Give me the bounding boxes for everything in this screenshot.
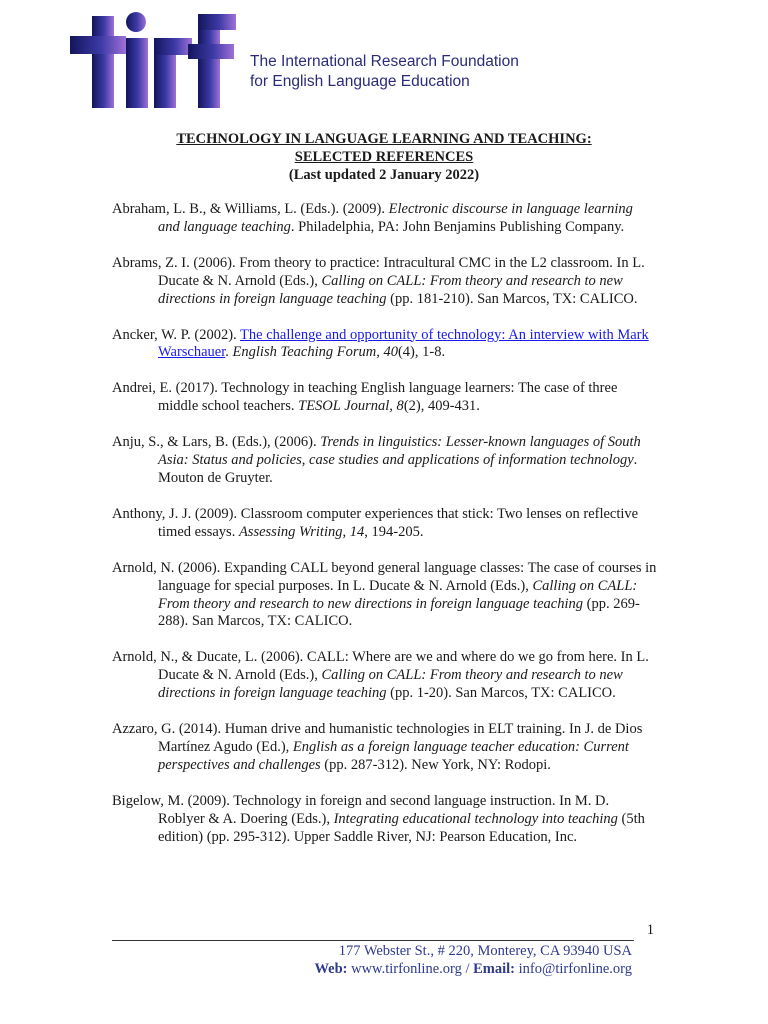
last-updated: (Last updated 2 January 2022) xyxy=(288,167,480,183)
tirf-logo xyxy=(70,8,236,112)
web-label: Web: xyxy=(314,961,348,977)
reference-item: Arnold, N. (2006). Expanding CALL beyond general language classes: The case of courses in language for special purposes. In L. Ducate & N. Arnold (Eds.), Calling on CALL: From theory and research to new directions in foreign language teaching (pp. 269-288). San Marcos, TX: CALICO. xyxy=(112,559,657,630)
email-link[interactable]: info@tirfonline.org xyxy=(515,961,632,977)
footer-contact xyxy=(314,960,632,978)
organization-name-line2: for English Language Education xyxy=(250,73,470,90)
reference-item: Andrei, E. (2017). Technology in teaching English language learners: The case of three middle school teachers. TESOL Journal, 8(2), 409-431. xyxy=(112,380,618,415)
footer xyxy=(314,942,632,978)
footer-address: 177 Webster St., # 220, Monterey, CA 93940 USA xyxy=(338,943,632,959)
reference-item: Anju, S., & Lars, B. (Eds.), (2006). Trends in linguistics: Lesser-known languages of South Asia: Status and policies, case studies and applications of information technology. Mouton de Gruyter. xyxy=(112,434,641,486)
reference-item: Abraham, L. B., & Williams, L. (Eds.). (2009). Electronic discourse in language learning and language teaching. Philadelphia, PA: John Benjamins Publishing Company. xyxy=(112,201,633,235)
footer-divider xyxy=(112,940,634,941)
organization-name xyxy=(250,52,519,92)
reference-list xyxy=(112,201,657,864)
page-number: 1 xyxy=(646,922,654,938)
title-line1: TECHNOLOGY IN LANGUAGE LEARNING AND TEACHING: xyxy=(176,131,592,147)
reference-item: Bigelow, M. (2009). Technology in foreign and second language instruction. In M. D. Roblyer & A. Doering (Eds.), Integrating educational technology into teaching (5th edition) (pp. 295-312). Upper Saddle River, NJ: Pearson Education, Inc. xyxy=(112,792,645,845)
reference-item: Arnold, N., & Ducate, L. (2006). CALL: Where are we and where do we go from here. In L. Ducate & N. Arnold (Eds.), Calling on CALL: From theory and research to new directions in foreign language teaching (pp. 1-20). San Marcos, TX: CALICO. xyxy=(112,649,649,702)
web-link[interactable]: www.tirfonline.org / xyxy=(347,961,474,977)
document-title xyxy=(100,130,668,184)
reference-link[interactable]: The challenge and opportunity of technology: An interview with Mark Warschauer xyxy=(158,326,649,361)
reference-item: Abrams, Z. I. (2006). From theory to practice: Intracultural CMC in the L2 classroom. In L. Ducate & N. Arnold (Eds.), Calling on CALL: From theory and research to new directions in foreign language teaching (pp. 181-210). San Marcos, TX: CALICO. xyxy=(112,254,645,307)
title-line2: SELECTED REFERENCES xyxy=(294,149,474,165)
reference-item: Ancker, W. P. (2002). The challenge and opportunity of technology: An interview with Mark Warschauer. English Teaching Forum, 40(4), 1-8. xyxy=(112,326,649,361)
organization-name-line1: The International Research Foundation xyxy=(250,53,519,70)
reference-item: Anthony, J. J. (2009). Classroom computer experiences that stick: Two lenses on reflective timed essays. Assessing Writing, 14, 194-205. xyxy=(112,505,639,540)
email-label: Email: xyxy=(473,961,516,977)
reference-item: Azzaro, G. (2014). Human drive and humanistic technologies in ELT training. In J. de Dios Martínez Agudo (Ed.), English as a foreign language teacher education: Current perspectives and challenges (pp. 287-312). New York, NY: Rodopi. xyxy=(112,721,643,773)
